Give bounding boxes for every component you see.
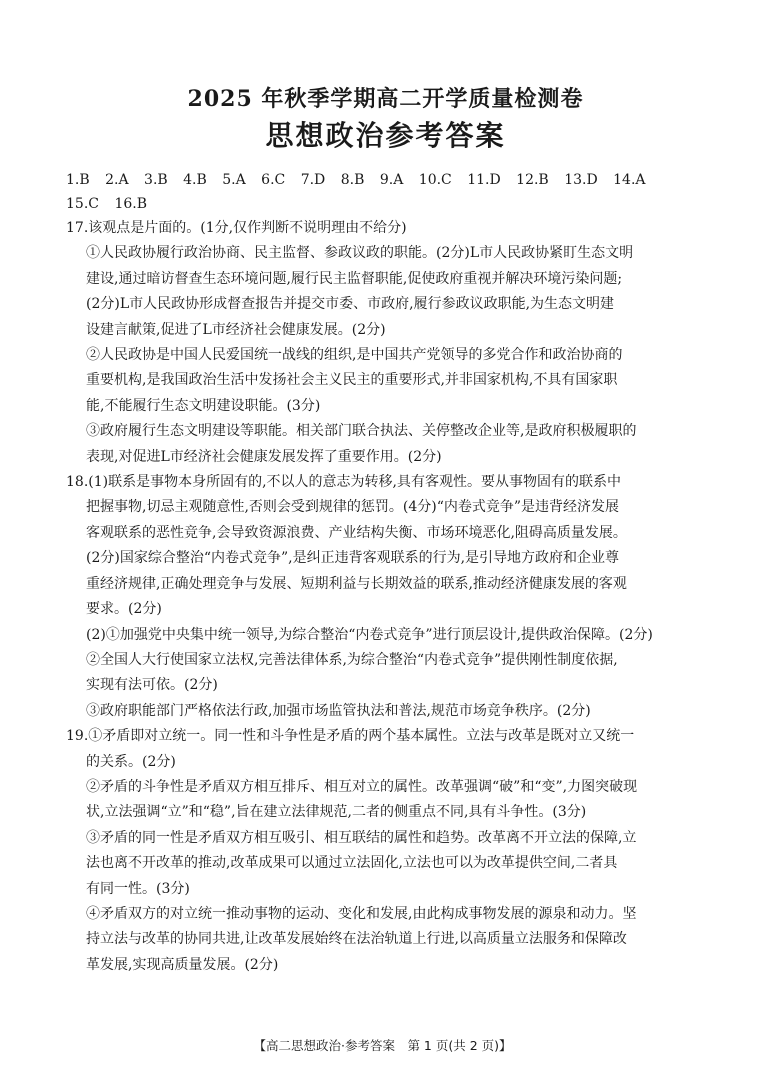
q17-line: 表现,对促进L市经济社会健康发展发挥了重要作用。(2分): [86, 448, 442, 465]
q18-line: 重经济规律,正确处理竞争与发展、短期利益与长期效益的联系,推动经济健康发展的客观: [86, 575, 627, 592]
q19-line: ③矛盾的同一性是矛盾双方相互吸引、相互联结的属性和趋势。改革离不开立法的保障,立: [86, 829, 637, 846]
choice-answer: 11.D: [467, 172, 501, 188]
q17-line: ②人民政协是中国人民爱国统一战线的组织,是中国共产党领导的多党合作和政治协商的: [86, 347, 623, 364]
q17-line: 建设,通过暗访督查生态环境问题,履行民主监督职能,促使政府重视并解决环境污染问题;: [86, 270, 623, 287]
q19-line: 法也离不开改革的推动,改革成果可以通过立法固化,立法也可以为改革提供空间,二者具: [86, 855, 618, 872]
choice-answer: 4.B: [183, 172, 207, 188]
q19-line: 的关系。(2分): [86, 753, 176, 770]
q18-line: ②全国人大行使国家立法权,完善法律体系,为综合整治“内卷式竞争”提供刚性制度依据,: [86, 651, 618, 668]
choice-answers: [66, 168, 705, 216]
q17-line: ①人民政协履行政治协商、民主监督、参政议政的职能。(2分)L市人民政协紧盯生态文明: [86, 245, 634, 262]
q17-line: (2分)L市人民政协形成督查报告并提交市委、市政府,履行参政议政职能,为生态文明建: [86, 296, 615, 313]
choice-answer: 8.B: [340, 172, 365, 188]
choice-answer: 12.B: [516, 172, 549, 188]
q19-line: 状,立法强调“立”和“稳”,旨在建立法律规范,二者的侧重点不同,具有斗争性。(3分): [86, 804, 587, 821]
choice-answer: 13.D: [564, 172, 598, 188]
q18-line: 18.(1)联系是事物本身所固有的,不以人的意志为转移,具有客观性。要从事物固有的联系中: [66, 474, 621, 491]
choice-answer: 7.D: [300, 172, 326, 188]
q18-line: (2)①加强党中央集中统一领导,为综合整治“内卷式竞争”进行顶层设计,提供政治保障。(2分): [86, 626, 653, 643]
q19-line: 持立法与改革的协同共进,让改革发展始终在法治轨道上行进,以高质量立法服务和保障改: [86, 931, 627, 948]
q18-line: 要求。(2分): [86, 601, 162, 618]
question-17: [66, 216, 705, 470]
q17-line: ③政府履行生态文明建设等职能。相关部门联合执法、关停整改企业等,是政府积极履职的: [86, 423, 637, 440]
q18-line: ③政府职能部门严格依法行政,加强市场监管执法和普法,规范市场竞争秩序。(2分): [86, 702, 591, 719]
choice-answer: 3.B: [144, 172, 168, 188]
question-18: [66, 470, 705, 724]
choice-answers-row-2: [66, 192, 705, 216]
q18-line: 把握事物,切忌主观随意性,否则会受到规律的惩罚。(4分)“内卷式竞争”是违背经济发展: [86, 499, 620, 516]
q17-line: 能,不能履行生态文明建设职能。(3分): [86, 397, 321, 414]
choice-answers-row-1: [66, 168, 705, 192]
q18-line: (2分)国家综合整治“内卷式竞争”,是纠正违背客观联系的行为,是引导地方政府和企业尊: [86, 550, 620, 567]
choice-answer: 2.A: [105, 172, 129, 188]
question-19: [66, 724, 705, 978]
q17-line: 重要机构,是我国政治生活中发扬社会主义民主的重要形式,并非国家机构,不具有国家职: [86, 372, 618, 389]
q19-line: 有同一性。(3分): [86, 880, 190, 897]
choice-answer: 10.C: [418, 172, 452, 188]
q17-line: 17.该观点是片面的。(1分,仅作判断不说明理由不给分): [66, 220, 407, 236]
choice-answer: 9.A: [379, 172, 404, 188]
q19-line: ②矛盾的斗争性是矛盾双方相互排斥、相互对立的属性。改革强调“破”和“变”,力图突破现: [86, 778, 638, 795]
q19-line: 革发展,实现高质量发展。(2分): [86, 956, 279, 973]
page-title: 2025 年秋季学期高二开学质量检测卷: [187, 86, 584, 112]
choice-answer: 16.B: [114, 196, 147, 212]
choice-answer: 14.A: [613, 172, 646, 188]
q19-line: ④矛盾双方的对立统一推动事物的运动、变化和发展,由此构成事物发展的源泉和动力。坚: [86, 905, 637, 922]
choice-answer: 15.C: [66, 196, 99, 212]
choice-answer: 5.A: [222, 172, 246, 188]
q19-line: 19.①矛盾即对立统一。同一性和斗争性是矛盾的两个基本属性。立法与改革是既对立又统一: [66, 728, 635, 745]
page-subtitle: 思想政治参考答案: [265, 119, 506, 152]
q17-line: 设建言献策,促进了L市经济社会健康发展。(2分): [86, 321, 386, 338]
page-footer: 【高二思想政治·参考答案 第 1 页(共 2 页)】: [253, 1038, 512, 1053]
choice-answer: 6.C: [261, 172, 286, 188]
q18-line: 实现有法可依。(2分): [86, 677, 218, 694]
choice-answer: 1.B: [66, 172, 90, 188]
q18-line: 客观联系的恶性竞争,会导致资源浪费、产业结构失衡、市场环境恶化,阻碍高质量发展。: [86, 524, 627, 541]
